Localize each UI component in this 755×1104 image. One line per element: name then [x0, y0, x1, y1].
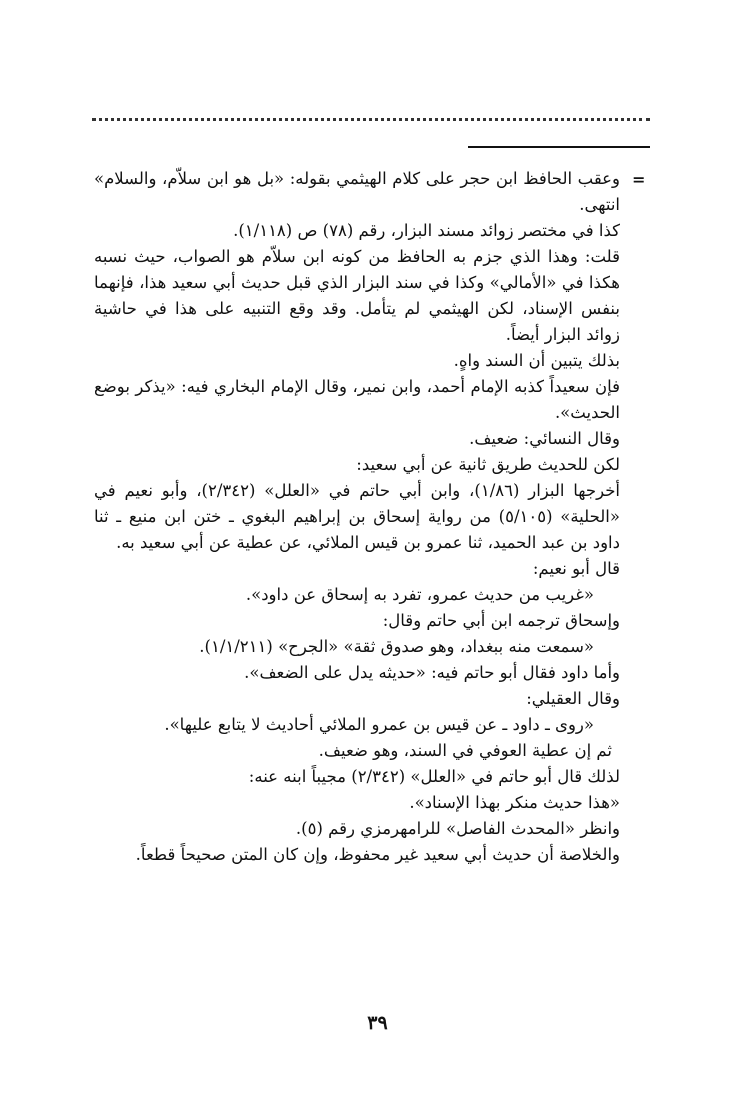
- paragraph: وانظر «المحدث الفاصل» للرامهرمزي رقم (٥).: [295, 819, 620, 838]
- paragraph: أخرجها البزار (١/٨٦)، وابن أبي حاتم في «العلل» (٢/٣٤٢)، وأبو نعيم في «الحلية» (٥/١٠٥) من رواية إسحاق بن إبراهيم البغوي ـ ختن ابن منيع ـ ثنا داود بن عبد الحميد، ثنا عمرو بن قيس الملائي، عن عطية عن أبي سعيد به.: [94, 481, 620, 552]
- paragraph: وأما داود فقال أبو حاتم فيه: «حديثه يدل على الضعف».: [244, 663, 620, 682]
- paragraph: وإسحاق ترجمه ابن أبي حاتم وقال:: [382, 611, 620, 630]
- paragraph: لذلك قال أبو حاتم في «العلل» (٢/٣٤٢) مجيباً ابنه عنه:: [248, 767, 620, 786]
- paragraph: «روى ـ داود ـ عن قيس بن عمرو الملائي أحاديث لا يتابع عليها».: [164, 715, 594, 734]
- dotted-separator: [92, 118, 650, 121]
- paragraph: ثم إن عطية العوفي في السند، وهو ضعيف.: [318, 741, 612, 760]
- paragraph: قلت: وهذا الذي جزم به الحافظ من كونه ابن سلاّم هو الصواب، حيث نسبه هكذا في «الأمالي» وكذا في سند البزار الذي قبل حديث أبي سعيد هذا، فإنهما بنفس الإسناد، لكن الهيثمي لم يتأمل. وقد وقع التنبيه على هذا في حاشية زوائد البزار أيضاً.: [94, 247, 620, 344]
- page-number: ٣٩: [367, 1012, 388, 1034]
- paragraph: كذا في مختصر زوائد مسند البزار، رقم (٧٨) ص (١/١١٨).: [233, 221, 620, 240]
- paragraph: فإن سعيداً كذبه الإمام أحمد، وابن نمير، وقال الإمام البخاري فيه: «يذكر بوضع الحديث».: [94, 377, 620, 422]
- paragraph: وقال العقيلي:: [526, 689, 620, 708]
- paragraph: وقال النسائي: ضعيف.: [469, 429, 620, 448]
- paragraph: وعقب الحافظ ابن حجر على كلام الهيثمي بقوله: «بل هو ابن سلاّم، والسلام» انتهى.: [94, 169, 620, 214]
- continuation-marker: =: [632, 170, 646, 189]
- paragraph: «غريب من حديث عمرو، تفرد به إسحاق عن داود».: [245, 585, 594, 604]
- footnote-body: [94, 166, 620, 868]
- paragraph: قال أبو نعيم:: [532, 559, 620, 578]
- footnote-rule: [468, 146, 650, 148]
- paragraph: «هذا حديث منكر بهذا الإسناد».: [409, 793, 620, 812]
- paragraph: بذلك يتبين أن السند واهٍ.: [453, 351, 620, 370]
- paragraph: والخلاصة أن حديث أبي سعيد غير محفوظ، وإن كان المتن صحيحاً قطعاً.: [135, 845, 620, 864]
- paragraph: لكن للحديث طريق ثانية عن أبي سعيد:: [356, 455, 620, 474]
- paragraph: «سمعت منه ببغداد، وهو صدوق ثقة» «الجرح» (١/١/٢١١).: [199, 637, 594, 656]
